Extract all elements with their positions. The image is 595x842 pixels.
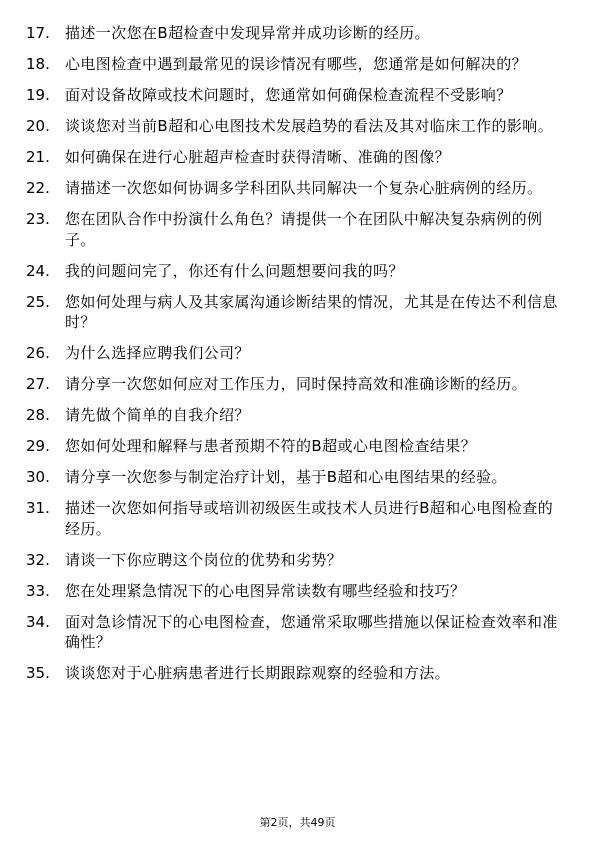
question-text: 您如何处理与病人及其家属沟通诊断结果的情况，尤其是在传达不利信息时？ — [65, 292, 558, 331]
question-text: 为什么选择应聘我们公司？ — [65, 344, 250, 362]
question-item — [0, 343, 595, 364]
question-item — [0, 467, 595, 488]
question-number: 26. — [26, 344, 50, 362]
question-number: 32. — [26, 550, 50, 569]
question-text: 面对设备故障或技术问题时，您通常如何确保检查流程不受影响？ — [65, 86, 512, 104]
question-text: 描述一次您在B超检查中发现异常并成功诊断的经历。 — [65, 24, 430, 42]
question-item — [0, 436, 595, 457]
question-number: 20. — [26, 117, 50, 135]
question-text: 您在团队合作中扮演什么角色？请提供一个在团队中解决复杂病例的例子。 — [65, 210, 543, 249]
question-text: 您如何处理和解释与患者预期不符的B超或心电图检查结果？ — [65, 437, 477, 455]
question-text: 心电图检查中遇到最常见的误诊情况有哪些，您通常是如何解决的？ — [65, 55, 528, 73]
question-text: 描述一次您如何指导或培训初级医生或技术人员进行B超和心电图检查的经历。 — [65, 499, 554, 538]
question-text: 请描述一次您如何协调多学科团队共同解决一个复杂心脏病例的经历。 — [65, 179, 543, 197]
question-number: 29. — [26, 437, 50, 455]
question-text: 请分享一次您参与制定治疗计划，基于B超和心电图结果的经验。 — [65, 468, 507, 486]
question-item — [0, 116, 595, 137]
question-number: 34. — [26, 612, 50, 631]
question-item — [0, 498, 595, 539]
question-number: 19. — [26, 86, 50, 104]
question-number: 23. — [26, 210, 50, 228]
question-text: 请先做个简单的自我介绍？ — [65, 406, 250, 424]
question-number: 17. — [26, 24, 50, 42]
question-text: 如何确保在进行心脏超声检查时获得清晰、准确的图像？ — [65, 148, 451, 166]
question-text: 谈谈您对当前B超和心电图技术发展趋势的看法及其对临床工作的影响。 — [65, 117, 554, 135]
question-text: 面对急诊情况下的心电图检查，您通常采取哪些措施以保证检查效率和准确性？ — [65, 612, 558, 651]
question-number: 18. — [26, 55, 50, 73]
question-number: 33. — [26, 581, 50, 600]
question-item — [0, 374, 595, 395]
question-text: 您在处理紧急情况下的心电图异常读数有哪些经验和技巧？ — [65, 581, 466, 600]
question-item — [0, 261, 595, 282]
question-number: 25. — [26, 292, 50, 311]
question-item — [0, 209, 595, 250]
question-item — [0, 550, 595, 571]
question-number: 21. — [26, 148, 50, 166]
question-list — [0, 23, 595, 694]
question-item — [0, 292, 595, 333]
question-number: 27. — [26, 375, 50, 393]
page-footer: 第2页，共49页 — [259, 816, 336, 829]
question-number: 28. — [26, 406, 50, 424]
question-item — [0, 85, 595, 106]
question-text: 请分享一次您如何应对工作压力，同时保持高效和准确诊断的经历。 — [65, 375, 528, 393]
question-item — [0, 54, 595, 75]
question-number: 22. — [26, 179, 50, 197]
question-item — [0, 612, 595, 653]
question-text: 谈谈您对于心脏病患者进行长期跟踪观察的经验和方法。 — [65, 664, 451, 682]
question-item — [0, 663, 595, 684]
question-item — [0, 147, 595, 168]
question-item — [0, 581, 595, 602]
question-number: 24. — [26, 261, 50, 280]
question-number: 31. — [26, 499, 50, 517]
question-item — [0, 178, 595, 199]
question-text: 我的问题问完了，你还有什么问题想要问我的吗？ — [65, 261, 404, 280]
question-item — [0, 23, 595, 44]
question-text: 请谈一下你应聘这个岗位的优势和劣势？ — [65, 550, 343, 569]
question-number: 35. — [26, 664, 50, 682]
question-item — [0, 405, 595, 426]
question-number: 30. — [26, 468, 50, 486]
